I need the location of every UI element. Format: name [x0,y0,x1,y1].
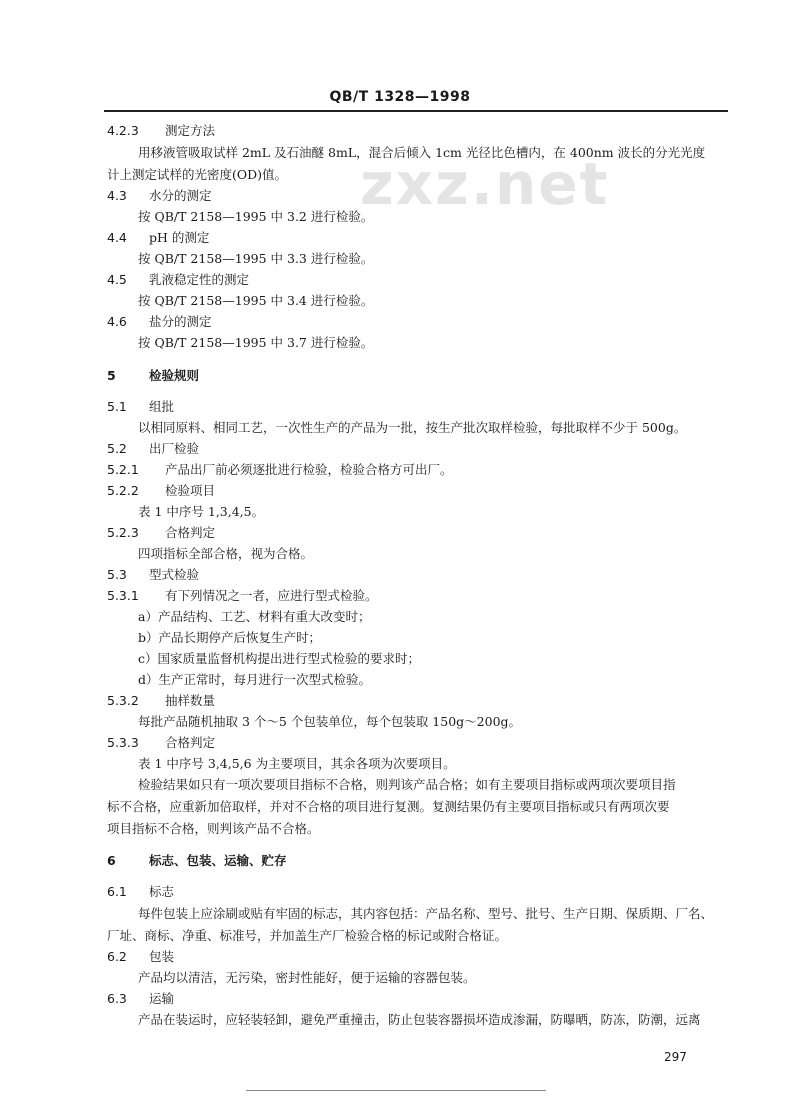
paragraph-line: 按 QB/T 2158—1995 中 3.7 进行检验。 [138,335,374,350]
list-item-b: b）产品长期停产后恢复生产时； [138,630,322,645]
section-number: 6.1 [107,884,127,899]
paragraph-line: 以相同原料、相同工艺，一次性生产的产品为一批，按生产批次取样检验，每批取样不少于 500g。 [138,420,687,435]
section-title: 合格判定 [165,525,216,540]
section-title: 有下列情况之一者，应进行型式检验。 [165,588,378,603]
heading-5-1 [107,399,174,415]
watermark: zxz.net [360,150,610,218]
paragraph-line: 每批产品随机抽取 3 个～5 个包装单位，每个包装取 150g～200g。 [138,714,522,729]
heading-4-6 [107,314,212,330]
heading-5-2-1 [107,462,453,478]
paragraph-line: 用移液管吸取试样 2mL 及石油醚 8mL，混合后倾入 1cm 光径比色槽内，在 400nm 波长的分光光度 [138,145,706,160]
heading-4-2-3 [107,123,215,139]
section-title: 乳液稳定性的测定 [149,272,250,287]
section-number: 5.3.3 [107,735,139,750]
paragraph-line: 产品在装运时，应轻装轻卸，避免严重撞击，防止包装容器损坏造成渗漏，防曝晒，防冻，防潮，远离 [138,1012,701,1027]
section-number: 4.3 [107,188,127,203]
section-number: 5.1 [107,399,127,414]
header-title: QB/T 1328—1998 [329,89,471,105]
heading-5-3-1 [107,588,378,604]
paragraph-line: 表 1 中序号 1,3,4,5。 [138,504,265,519]
section-title: 出厂检验 [149,441,200,456]
section-title: 合格判定 [165,735,216,750]
heading-5 [107,368,199,384]
paragraph-line: 每件包装上应涂刷或贴有牢固的标志，其内容包括：产品名称、型号、批号、生产日期、保质期、厂名、 [138,906,714,921]
section-title: 组批 [149,399,175,414]
section-number: 5.2.3 [107,525,139,540]
section-title: 测定方法 [165,123,216,138]
paragraph-line: 标不合格，应重新加倍取样，并对不合格的项目进行复测。复测结果仍有主要项目指标或只有两项次要 [107,799,670,814]
paragraph-line: 按 QB/T 2158—1995 中 3.4 进行检验。 [138,293,374,308]
heading-4-5 [107,272,249,288]
heading-6-1 [107,884,174,900]
section-number: 5 [107,368,116,383]
paragraph-line: 表 1 中序号 3,4,5,6 为主要项目，其余各项为次要项目。 [138,756,456,771]
footer-rule [246,1090,546,1091]
section-title: 检验规则 [149,368,200,383]
list-item-c: c）国家质量监督机构提出进行型式检验的要求时； [138,651,421,666]
section-number: 6.3 [107,991,127,1006]
paragraph-line: 计上测定试样的光密度(OD)值。 [107,167,288,182]
section-number: 5.2.2 [107,483,139,498]
heading-5-3-3 [107,735,215,751]
section-number: 5.3.1 [107,588,139,603]
heading-4-4 [107,230,209,246]
heading-5-2 [107,441,199,457]
heading-6-3 [107,991,174,1007]
section-number: 5.2.1 [107,462,139,477]
section-title: 标志 [149,884,175,899]
paragraph-line: 检验结果如只有一项次要项目指标不合格，则判该产品合格；如有主要项目指标或两项次要项目指 [138,777,676,792]
paragraph-line: 厂址、商标、净重、标准号，并加盖生产厂检验合格的标记或附合格证。 [107,928,508,943]
paragraph-line: 四项指标全部合格，视为合格。 [138,546,314,561]
heading-4-3 [107,188,212,204]
paragraph-line: 按 QB/T 2158—1995 中 3.3 进行检验。 [138,251,374,266]
page-number: 297 [664,1050,687,1064]
section-title: 产品出厂前必须逐批进行检验，检验合格方可出厂。 [165,462,453,477]
section-number: 5.2 [107,441,127,456]
section-title: 标志、包装、运输、贮存 [149,853,287,868]
heading-5-2-3 [107,525,215,541]
heading-6-2 [107,949,174,965]
heading-5-3 [107,567,199,583]
section-number: 5.3 [107,567,127,582]
header-rule [104,110,728,112]
section-number: 5.3.2 [107,693,139,708]
section-title: pH 的测定 [149,230,210,245]
heading-6 [107,853,287,869]
section-title: 检验项目 [165,483,216,498]
list-item-a: a）产品结构、工艺、材料有重大改变时； [138,609,371,624]
section-title: 型式检验 [149,567,200,582]
section-number: 6.2 [107,949,127,964]
section-number: 4.6 [107,314,127,329]
section-number: 4.4 [107,230,127,245]
list-item-d: d）生产正常时，每月进行一次型式检验。 [138,672,372,687]
section-title: 盐分的测定 [149,314,212,329]
paragraph-line: 产品均以清洁，无污染，密封性能好，便于运输的容器包装。 [138,970,476,985]
section-number: 4.5 [107,272,127,287]
section-number: 4.2.3 [107,123,139,138]
heading-5-3-2 [107,693,215,709]
section-title: 水分的测定 [149,188,212,203]
section-title: 运输 [149,991,175,1006]
section-title: 抽样数量 [165,693,216,708]
heading-5-2-2 [107,483,215,499]
paragraph-line: 按 QB/T 2158—1995 中 3.2 进行检验。 [138,209,374,224]
section-number: 6 [107,853,116,868]
section-title: 包装 [149,949,175,964]
paragraph-line: 项目指标不合格，则判该产品不合格。 [107,821,320,836]
